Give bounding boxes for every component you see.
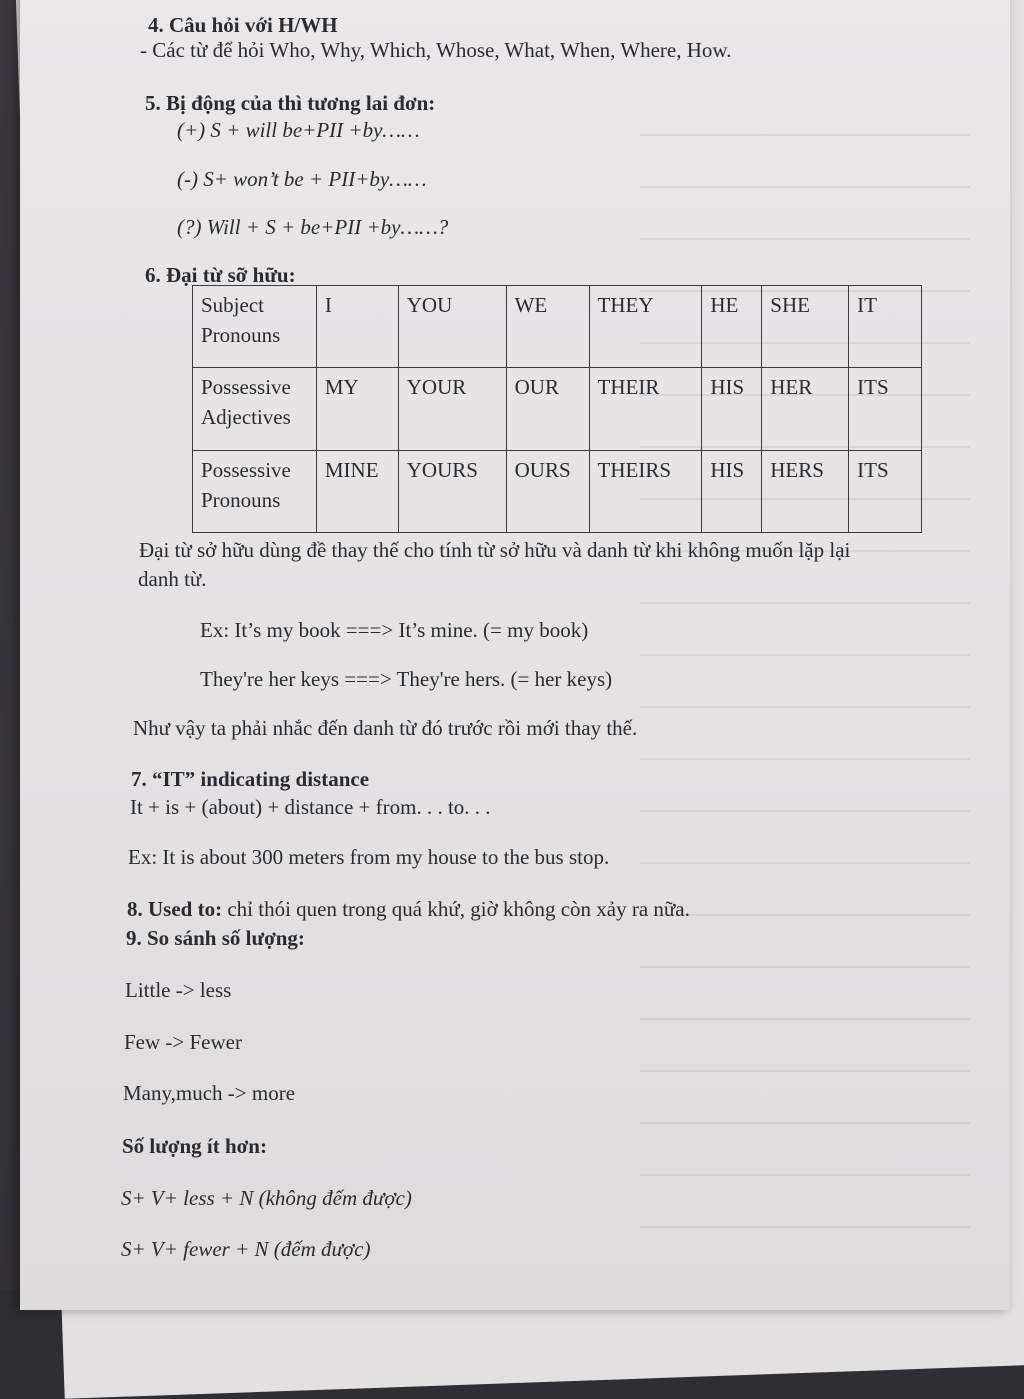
- table-cell: THEIRS: [589, 450, 702, 532]
- section-4-heading: 4. Câu hỏi với H/WH: [148, 13, 338, 37]
- passive-question-formula: (?) Will + S + be+PII +by……?: [177, 215, 449, 239]
- bleed-through-text: [640, 90, 970, 1250]
- table-row: [193, 368, 922, 450]
- table-cell: MY: [316, 368, 398, 450]
- section-6-note: Như vậy ta phải nhắc đến danh từ đó trước rồi mới thay thế.: [133, 716, 638, 740]
- table-row: [193, 450, 922, 532]
- table-cell: MINE: [316, 450, 398, 532]
- table-cell: YOURS: [398, 450, 506, 532]
- table-cell: OUR: [506, 368, 589, 450]
- table-cell: HE: [702, 286, 762, 368]
- table-cell: HIS: [702, 368, 762, 450]
- fewer-formula: S+ V+ fewer + N (đếm được): [121, 1237, 371, 1261]
- distance-example: Ex: It is about 300 meters from my house to the bus stop.: [128, 845, 610, 869]
- table-cell: YOU: [398, 286, 506, 368]
- document-page: [20, 0, 1010, 1310]
- example-1: Ex: It’s my book ===> It’s mine. (= my book): [200, 618, 589, 642]
- section-9-heading: 9. So sánh số lượng:: [126, 926, 305, 950]
- section-8-heading: 8. Used to:: [127, 897, 223, 921]
- table-cell: THEY: [589, 286, 702, 368]
- table-cell: I: [316, 286, 398, 368]
- table-cell: OURS: [506, 450, 589, 532]
- section-8-text: chỉ thói quen trong quá khứ, giờ không còn xảy ra nữa.: [222, 897, 690, 921]
- row-label: Subject Pronouns: [193, 286, 317, 368]
- section-9-subheading: Số lượng ít hơn:: [122, 1134, 267, 1158]
- table-cell: SHE: [762, 286, 849, 368]
- table-cell: ITS: [849, 368, 922, 450]
- section-8: [127, 896, 690, 922]
- table-cell: HER: [762, 368, 849, 450]
- less-formula: S+ V+ less + N (không đếm được): [121, 1186, 412, 1210]
- row-label: Possessive Pronouns: [193, 450, 317, 532]
- passive-affirmative-formula: (+) S + will be+PII +by……: [177, 118, 420, 142]
- comparison-item: Little -> less: [125, 978, 232, 1002]
- section-6-heading: 6. Đại từ sỡ hữu:: [145, 263, 296, 287]
- comparison-item: Many,much -> more: [123, 1081, 296, 1105]
- distance-formula: It + is + (about) + distance + from. . . to. . .: [130, 795, 491, 819]
- table-row: [193, 286, 922, 368]
- section-6-description-cont: danh từ.: [138, 567, 207, 591]
- table-cell: HIS: [702, 450, 762, 532]
- table-cell: WE: [506, 286, 589, 368]
- table-cell: THEIR: [589, 368, 702, 450]
- possessive-pronoun-table: [192, 285, 922, 533]
- section-6-description: Đại từ sở hữu dùng đề thay thế cho tính từ sở hữu và danh từ khi không muốn lặp lại: [139, 538, 851, 562]
- row-label: Possessive Adjectives: [193, 368, 317, 450]
- table-cell: IT: [849, 286, 922, 368]
- table-cell: YOUR: [398, 368, 506, 450]
- table-cell: ITS: [849, 450, 922, 532]
- passive-negative-formula: (-) S+ won’t be + PII+by……: [177, 167, 427, 191]
- section-4-text: - Các từ để hỏi Who, Why, Which, Whose, What, When, Where, How.: [140, 38, 732, 62]
- section-7-heading: 7. “IT” indicating distance: [131, 767, 370, 791]
- example-2: They're her keys ===> They're hers. (= her keys): [200, 667, 613, 691]
- comparison-item: Few -> Fewer: [124, 1030, 242, 1054]
- section-5-heading: 5. Bị động của thì tương lai đơn:: [145, 91, 436, 115]
- table-cell: HERS: [762, 450, 849, 532]
